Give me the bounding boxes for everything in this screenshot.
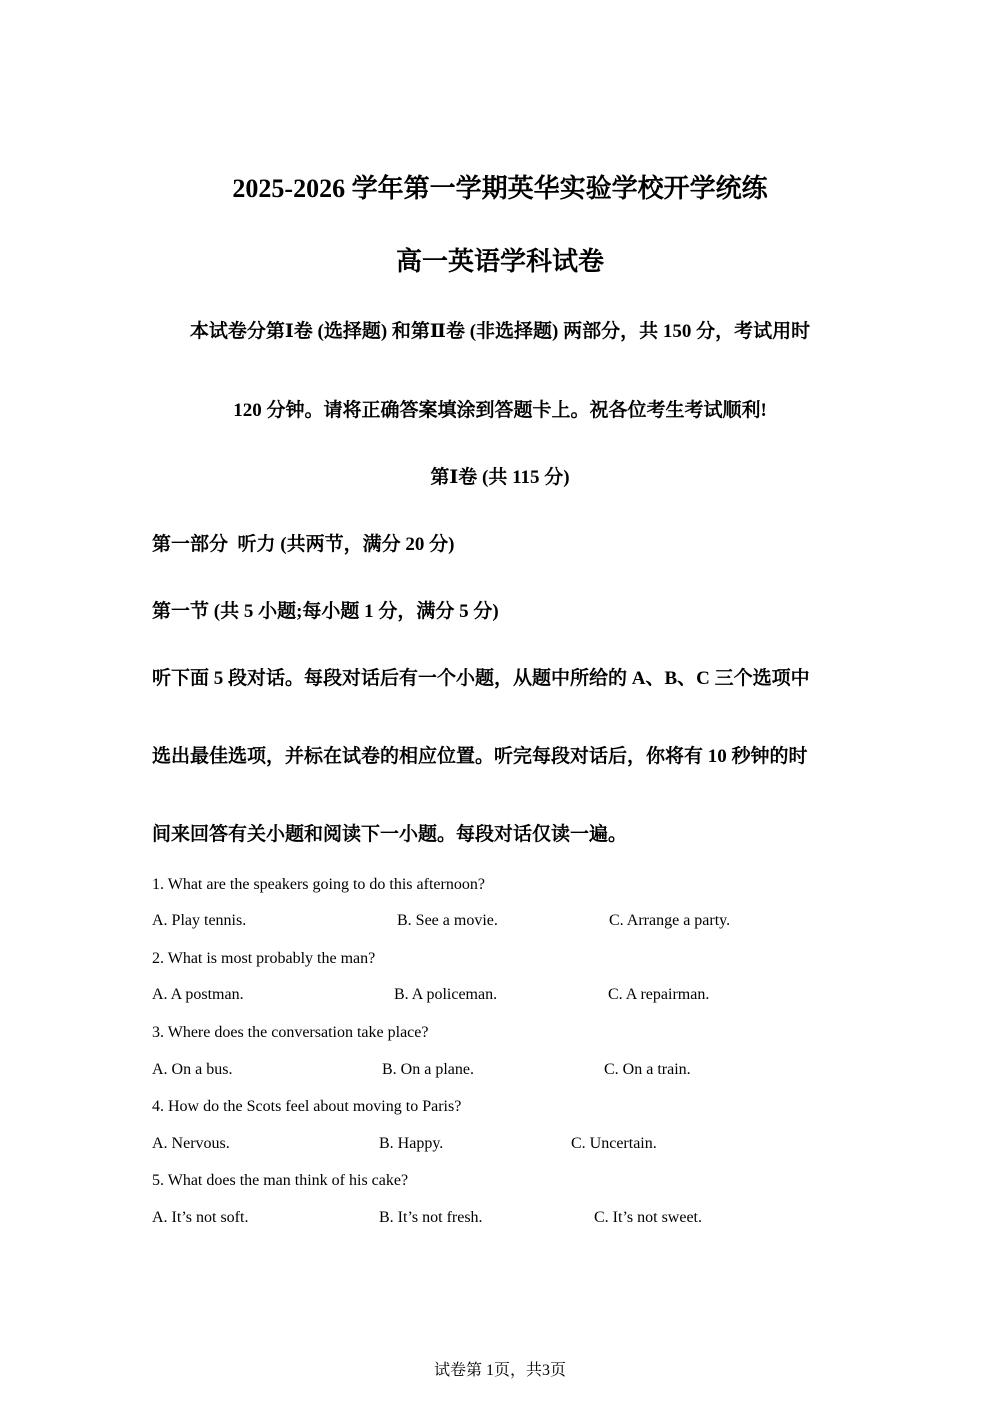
question-5-option-c: C. It’s not sweet. [594,1209,702,1226]
instructions-line-1: 听下面 5 段对话。每段对话后有一个小题，从题中所给的 A、B、C 三个选项中 [152,668,810,689]
question-2-option-c: C. A repairman. [608,986,710,1003]
question-4-text: 4. How do the Scots feel about moving to Paris? [152,1098,462,1115]
question-4-option-c: C. Uncertain. [571,1135,657,1152]
question-1-option-c: C. Arrange a party. [609,912,731,929]
volume-heading: 第Ⅰ卷 (共 115 分) [430,467,570,488]
instructions-line-3: 间来回答有关小题和阅读下一小题。每段对话仅读一遍。 [152,824,628,845]
instructions-line-2: 选出最佳选项，并标在试卷的相应位置。听完每段对话后，你将有 10 秒钟的时 [152,746,808,767]
intro-line-2: 120 分钟。请将正确答案填涂到答题卡上。祝各位考生考试顺利! [233,400,767,421]
question-4-option-a: A. Nervous. [152,1135,230,1152]
question-5-option-a: A. It’s not soft. [152,1209,249,1226]
question-3-option-c: C. On a train. [604,1061,691,1078]
question-2-text: 2. What is most probably the man? [152,950,376,967]
section-heading: 第一节 (共 5 小题;每小题 1 分，满分 5 分) [152,601,499,622]
question-3-option-a: A. On a bus. [152,1061,233,1078]
question-3-option-b: B. On a plane. [382,1061,474,1078]
question-2-option-a: A. A postman. [152,986,244,1003]
intro-line-1: 本试卷分第Ⅰ卷 (选择题) 和第Ⅱ卷 (非选择题) 两部分，共 150 分，考试用时 [189,321,811,342]
question-5-text: 5. What does the man think of his cake? [152,1172,409,1189]
question-1-option-a: A. Play tennis. [152,912,247,929]
question-3-text: 3. Where does the conversation take place? [152,1024,429,1041]
exam-title: 2025-2026 学年第一学期英华实验学校开学统练 [232,174,768,203]
page-footer: 试卷第 1页，共3页 [433,1362,566,1379]
part-heading: 第一部分 听力 (共两节，满分 20 分) [152,534,455,555]
question-5-option-b: B. It’s not fresh. [379,1209,483,1226]
question-1-text: 1. What are the speakers going to do this afternoon? [152,876,485,893]
exam-subtitle: 高一英语学科试卷 [395,247,604,276]
question-4-option-b: B. Happy. [379,1135,444,1152]
question-2-option-b: B. A policeman. [394,986,498,1003]
question-1-option-b: B. See a movie. [397,912,498,929]
